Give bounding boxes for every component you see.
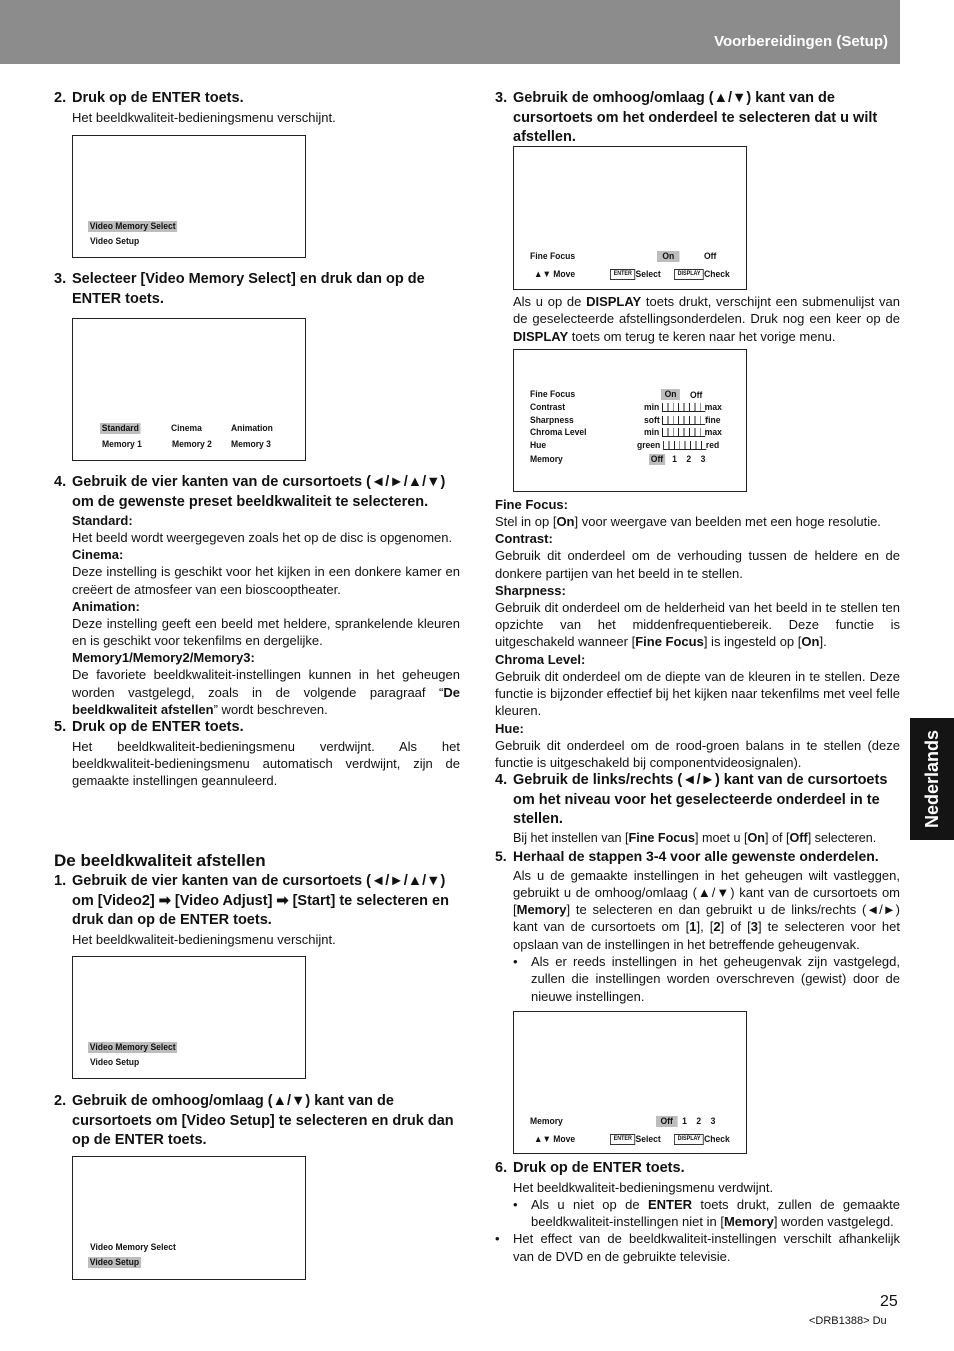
page-number: 25 (880, 1293, 898, 1310)
description: Gebruik dit onderdeel om de diepte van de kleuren in te stellen. Deze functie is bijzonder effectief bij het kijken naar tekenfilms met veel felle kleuren. (495, 668, 900, 719)
display-note: Als u op de DISPLAY toets drukt, verschijnt een submenulijst van de geselecteerde afstellingsonderdelen. Druk nog een keer op de DISPLAY toets om terug te keren naar het vorige menu. (513, 294, 900, 344)
preset-animation: Animation (231, 423, 273, 434)
step-heading: 4. Gebruik de links/rechts (◄/►) kant van de cursortoets om het niveau voor het geselecteerde onderdeel in te stellen. (495, 772, 888, 828)
level-bar (662, 416, 705, 425)
mem-slot: 1 (682, 1116, 687, 1127)
mem-slot: 1 (672, 454, 677, 465)
display-key-icon: DISPLAY (674, 1134, 704, 1145)
step-text: Als u de gemaakte instellingen in het geheugen wilt vastleggen, gebruikt u de omhoog/omlaag (▲/▼) kant van de cursortoets om [Memory] te selecteren en dan gebruikt u de links/rechts (◄/►) kant van de cursortoets om [1], [2] of [3] te selecteren voor het opslaan van de instellingen in het betreffende geheugenvak. (513, 867, 900, 952)
min-label: min (644, 402, 660, 413)
definitions (495, 496, 900, 1005)
sub-memory: Memory (530, 454, 563, 465)
menu-item: Video Memory Select (89, 1042, 176, 1053)
osd-label: Memory (530, 1116, 563, 1127)
term: Standard: (72, 513, 133, 528)
term: Memory1/Memory2/Memory3: (72, 650, 255, 666)
menu-item: Video Memory Select (89, 221, 176, 232)
screen-memory (513, 1011, 747, 1154)
doc-code: <DRB1388> Du (809, 1315, 887, 1327)
description: De favoriete beeldkwaliteit-instellingen kunnen in het geheugen worden vastgelegd, zoals in de volgende paragraaf “De beeldkwaliteit afstellen” wordt beschreven. (72, 667, 460, 718)
screen-main-menu-2 (72, 956, 306, 1079)
language-tab-label: Nederlands (922, 729, 942, 829)
min-label: min (644, 427, 660, 438)
description: Deze instelling is geschikt voor het kijken in een donkere kamer en creëert de atmosfeer van een bioscooptheater. (72, 564, 460, 597)
step-heading: 5. Druk op de ENTER toets. (54, 719, 244, 736)
step-text: Het beeldkwaliteit-bedieningsmenu verdwijnt. Als het beeldkwaliteit-bedieningsmenu automatisch verdwijnt, zijn de gemaakte instellingen geannuleerd. (72, 738, 460, 789)
left-step2b (54, 1092, 460, 1151)
osd-move: Move (553, 269, 576, 280)
left-step4 (54, 473, 460, 790)
mem-slot: 3 (700, 454, 706, 465)
screen-fine-focus (513, 146, 747, 290)
min-label: soft (644, 415, 660, 426)
description: Deze instelling geeft een beeld met heldere, sprankelende kleuren en is geschikt voor tekenfilms en dergelijke. (72, 615, 460, 649)
osd-off: Off (704, 251, 717, 262)
right-step6 (495, 1159, 900, 1265)
description: Gebruik dit onderdeel om de rood-groen balans in te stellen (deze functie is uitgeschakeld bij componentvideosignalen). (495, 737, 900, 770)
mem-slot: 2 (696, 1116, 702, 1127)
preset-memory2: Memory 2 (172, 439, 212, 450)
section-title: Voorbereidingen (Setup) (714, 33, 888, 50)
adjust-section (54, 850, 460, 948)
bullet: • Als er reeds instellingen in het geheugenvak zijn vastgelegd, zullen die instellingen worden overschreven (gewist) door de nieuwe instellingen. (513, 954, 900, 1004)
min-label: green (637, 440, 661, 451)
osd-off: Off (656, 1116, 677, 1127)
mem-slot: 3 (710, 1116, 716, 1127)
term: Cinema: (72, 547, 124, 563)
step-heading: 3. Selecteer [Video Memory Select] en druk dan op de ENTER toets. (54, 271, 425, 307)
description: Gebruik dit onderdeel om de helderheid van het beeld in te stellen ten opzichte van het middenfrequentiebereik. Deze functie is uitgeschakeld wanneer [Fine Focus] is ingesteld op [On]. (495, 599, 900, 650)
screen-main-menu-1 (72, 135, 306, 258)
screen-presets (72, 318, 306, 461)
step-heading: 5. Herhaal de stappen 3-4 voor alle gewenste onderdelen. (495, 848, 879, 865)
max-label: max (704, 402, 722, 413)
step-heading: 2. Druk op de ENTER toets. (54, 90, 244, 106)
sub-ff-on: On (661, 389, 680, 400)
step-text: Het beeldkwaliteit-bedieningsmenu verdwijnt. (513, 1179, 774, 1195)
screen-submenu (513, 349, 747, 492)
right-step3 (495, 89, 900, 148)
sub-contrast: Contrast (530, 402, 566, 413)
max-label: red (705, 440, 720, 451)
menu-item: Video Setup (89, 1257, 140, 1268)
menu-item: Video Setup (90, 236, 140, 247)
arrows-icon: ▲▼ (534, 1134, 551, 1145)
osd-select: Select (635, 1134, 661, 1146)
enter-key-icon: ENTER (610, 1134, 636, 1145)
sub-hue: Hue (530, 440, 547, 451)
left-step3 (54, 270, 460, 309)
osd-label: Fine Focus (530, 251, 576, 262)
screen-main-menu-3 (72, 1156, 306, 1280)
max-label: fine (705, 415, 721, 426)
menu-item: Video Setup (90, 1057, 140, 1068)
term: Contrast: (495, 531, 553, 547)
step-heading: 6. Druk op de ENTER toets. (495, 1160, 685, 1176)
description: Gebruik dit onderdeel om de verhouding tussen de heldere en de donkere partijen van het beeld in te stellen. (495, 548, 900, 581)
osd-on: On (657, 251, 680, 262)
preset-memory3: Memory 3 (231, 439, 271, 450)
display-key-icon: DISPLAY (674, 269, 704, 280)
description: Het beeld wordt weergegeven zoals het op de disc is opgenomen. (72, 530, 453, 545)
level-bar (662, 428, 705, 437)
mem-slot: 2 (686, 454, 692, 465)
preset-cinema: Cinema (171, 423, 202, 434)
step-text: Bij het instellen van [Fine Focus] moet u [On] of [Off] selecteren. (513, 830, 877, 845)
sub-ff-off: Off (690, 390, 703, 401)
left-column (54, 89, 460, 126)
osd-move: Move (553, 1134, 576, 1145)
page-header (0, 0, 900, 64)
max-label: max (704, 427, 722, 438)
arrows-icon: ▲▼ (534, 269, 551, 280)
bullet: • Als u niet op de ENTER toets drukt, zullen de gemaakte beeldkwaliteit-instellingen niet in [Memory] worden vastgelegd. (513, 1196, 900, 1230)
preset-memory1: Memory 1 (102, 439, 142, 450)
term: Animation: (72, 598, 140, 614)
sub-memory-off: Off (650, 454, 664, 465)
step-heading: 2. Gebruik de omhoog/omlaag (▲/▼) kant van de cursortoets om [Video Setup] te selecteren en druk dan op de ENTER toets. (54, 1093, 454, 1148)
osd-check: Check (704, 1134, 730, 1146)
sub-fine-focus: Fine Focus (530, 389, 576, 400)
level-bar (663, 441, 706, 450)
preset-standard: Standard (101, 423, 139, 434)
section-heading: De beeldkwaliteit afstellen (54, 851, 266, 870)
sub-sharpness: Sharpness (530, 415, 574, 426)
term: Hue: (495, 720, 524, 736)
menu-item: Video Memory Select (90, 1242, 176, 1253)
language-tab (910, 718, 954, 840)
step-text: Het beeldkwaliteit-bedieningsmenu verschijnt. (72, 109, 336, 125)
term: Sharpness: (495, 582, 566, 598)
level-bar (662, 403, 705, 412)
step-text: Het beeldkwaliteit-bedieningsmenu verschijnt. (72, 931, 336, 947)
step-heading: 4. Gebruik de vier kanten van de cursortoets (◄/►/▲/▼) om de gewenste preset beeldkwaliteit te selecteren. (54, 474, 446, 510)
sub-chroma: Chroma Level (530, 427, 587, 438)
term: Fine Focus: (495, 497, 568, 512)
osd-select: Select (635, 269, 661, 281)
bullet: • Het effect van de beeldkwaliteit-instellingen verschilt afhankelijk van de DVD en de gebruikte televisie. (495, 1231, 900, 1264)
enter-key-icon: ENTER (610, 269, 636, 280)
term: Chroma Level: (495, 651, 586, 667)
step-heading: 1. Gebruik de vier kanten van de cursortoets (◄/►/▲/▼) om [Video2] ➡ [Video Adjust] ➡ [Start] te selecteren en druk dan op de ENTER toets. (54, 873, 449, 928)
description: Stel in op [On] voor weergave van beelden met een hoge resolutie. (495, 514, 881, 529)
osd-check: Check (704, 269, 730, 281)
step-heading: 3. Gebruik de omhoog/omlaag (▲/▼) kant van de cursortoets om het onderdeel te selecteren dat u wilt afstellen. (495, 90, 878, 145)
